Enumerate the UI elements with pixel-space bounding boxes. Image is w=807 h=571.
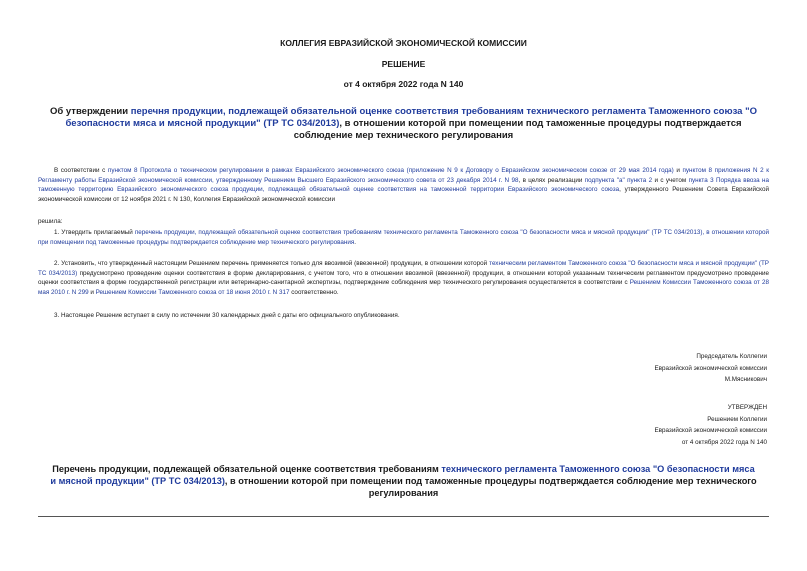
clause-3: 3. Настоящее Решение вступает в силу по истечении 30 календарных дней с даты его официального опубликования. bbox=[54, 312, 400, 319]
decision-title bbox=[50, 106, 757, 142]
clause-1 bbox=[38, 228, 769, 247]
reglament-link[interactable]: пунктом 8 приложения N 2 к Регламенту работы Евразийской экономической комиссии, утвержденному Решением Высшего Евразийского экономического совета от 23 декабря 2014 г. N 98 bbox=[38, 167, 769, 184]
preamble-text-4: и с учетом bbox=[652, 176, 689, 184]
preamble-text-1: В соответствии с bbox=[54, 167, 108, 174]
decision-title-suffix: , в отношении которой при помещении под таможенные процедуры подтверждается соблюдение мер технического регулирования bbox=[293, 118, 742, 141]
clause-1-end: . bbox=[354, 238, 357, 246]
approval-by: Решением Коллегии bbox=[707, 415, 767, 423]
preamble-text-3: , в целях реализации bbox=[518, 176, 585, 184]
protocol-link[interactable]: пунктом 8 Протокола о техническом регулировании в рамках Евразийского экономического союза (приложение N 9 к Договору о Евразийском экономическом союзе от 29 мая 2014 года) bbox=[107, 167, 674, 174]
decision-299-link[interactable]: Решением Комиссии Таможенного союза от 28 мая 2010 г. N 299 bbox=[38, 279, 769, 297]
org-heading: КОЛЛЕГИЯ ЕВРАЗИЙСКОЙ ЭКОНОМИЧЕСКОЙ КОМИССИИ bbox=[280, 38, 527, 48]
doc-date-number: от 4 октября 2022 года N 140 bbox=[343, 79, 464, 89]
list-title bbox=[50, 463, 757, 499]
list-title-link[interactable]: технического регламента Таможенного союза "О безопасности мяса и мясной продукции" (ТР ТС 034/2013) bbox=[50, 464, 755, 486]
bottom-divider bbox=[38, 516, 769, 517]
import-order-link[interactable]: пункта 3 Порядка ввоза на таможенную территорию Евразийского экономического союза продукции, подлежащей обязательной оценке соответствия на таможенной территории Евразийского экономического союза bbox=[38, 176, 770, 194]
preamble-text-5: , утвержденного Решением Совета Евразийской экономической комиссии от 12 ноября 2021 г. N 130, Коллегия Евразийской экономической комиссии bbox=[38, 186, 769, 204]
clause-2-text-4: соответственно. bbox=[289, 289, 339, 297]
preamble-text-2: и bbox=[673, 167, 683, 174]
decision-317-link[interactable]: Решением Комиссии Таможенного союза от 18 июня 2010 г. N 317 bbox=[95, 289, 290, 297]
clause-1-text: 1. Утвердить прилагаемый bbox=[54, 229, 135, 236]
signature-block bbox=[517, 351, 767, 386]
approval-stamp: УТВЕРЖДЕН bbox=[727, 404, 767, 411]
tech-reglament-link[interactable]: техническим регламентом Таможенного союза "О безопасности мяса и мясной продукции" (ТР ТС 034/2013) bbox=[38, 260, 770, 277]
subpoint-link[interactable]: подпункта "а" пункта 2 bbox=[584, 176, 653, 184]
clause-1-list-link[interactable]: перечень продукции, подлежащей обязательной оценке соответствия требованиям технического регламента Таможенного союза "О безопасности мяса и мясной продукции" (ТР ТС 034/2013), в отношении которой при помещении под таможенные процедуры подтверждается соблюдение мер технического регулирования bbox=[38, 229, 769, 246]
signature-organization: Евразийской экономической комиссии bbox=[654, 364, 767, 372]
decision-title-link[interactable]: перечня продукции, подлежащей обязательной оценке соответствия требованиям технического регламента Таможенного союза "О безопасности мяса и мясной продукции" (ТР ТС 034/2013) bbox=[65, 106, 757, 129]
preamble-paragraph bbox=[38, 166, 769, 205]
decision-title-prefix: Об утверждении bbox=[50, 106, 131, 117]
signature-position: Председатель Коллегии bbox=[696, 353, 767, 360]
list-title-prefix: Перечень продукции, подлежащей обязательной оценке соответствия требованиям bbox=[52, 464, 442, 474]
approval-date: от 4 октября 2022 года N 140 bbox=[681, 438, 767, 446]
clause-2-text-1: 2. Установить, что утвержденный настоящим Решением перечень применяется только для ввозимой (ввезенной) продукции, в отношении которой bbox=[54, 260, 490, 267]
clause-2 bbox=[38, 259, 769, 298]
approval-organization: Евразийской экономической комиссии bbox=[654, 427, 767, 434]
resolved-label: решила: bbox=[38, 218, 63, 225]
signature-name: М.Мясникович bbox=[724, 376, 767, 383]
clause-2-text-3: и bbox=[88, 289, 96, 297]
list-title-suffix: , в отношении которой при помещении под таможенные процедуры подтверждается соблюдение мер технического регулирования bbox=[224, 476, 757, 498]
clause-2-text-2: предусмотрено проведение оценки соответствия в форме декларирования, с учетом того, что в отношении ввозимой (ввезенной) продукции, в отношении которой указанным техническим регламентом предусмотрено проведение оценки соответствия в форме государственной регистрации или ветеринарно-санитарной экспертизы, подтверждение соблюдения мер технического регулирования осуществляется в соответствии с bbox=[38, 269, 769, 287]
doc-type-heading: РЕШЕНИЕ bbox=[381, 59, 426, 69]
approval-block bbox=[517, 402, 767, 448]
